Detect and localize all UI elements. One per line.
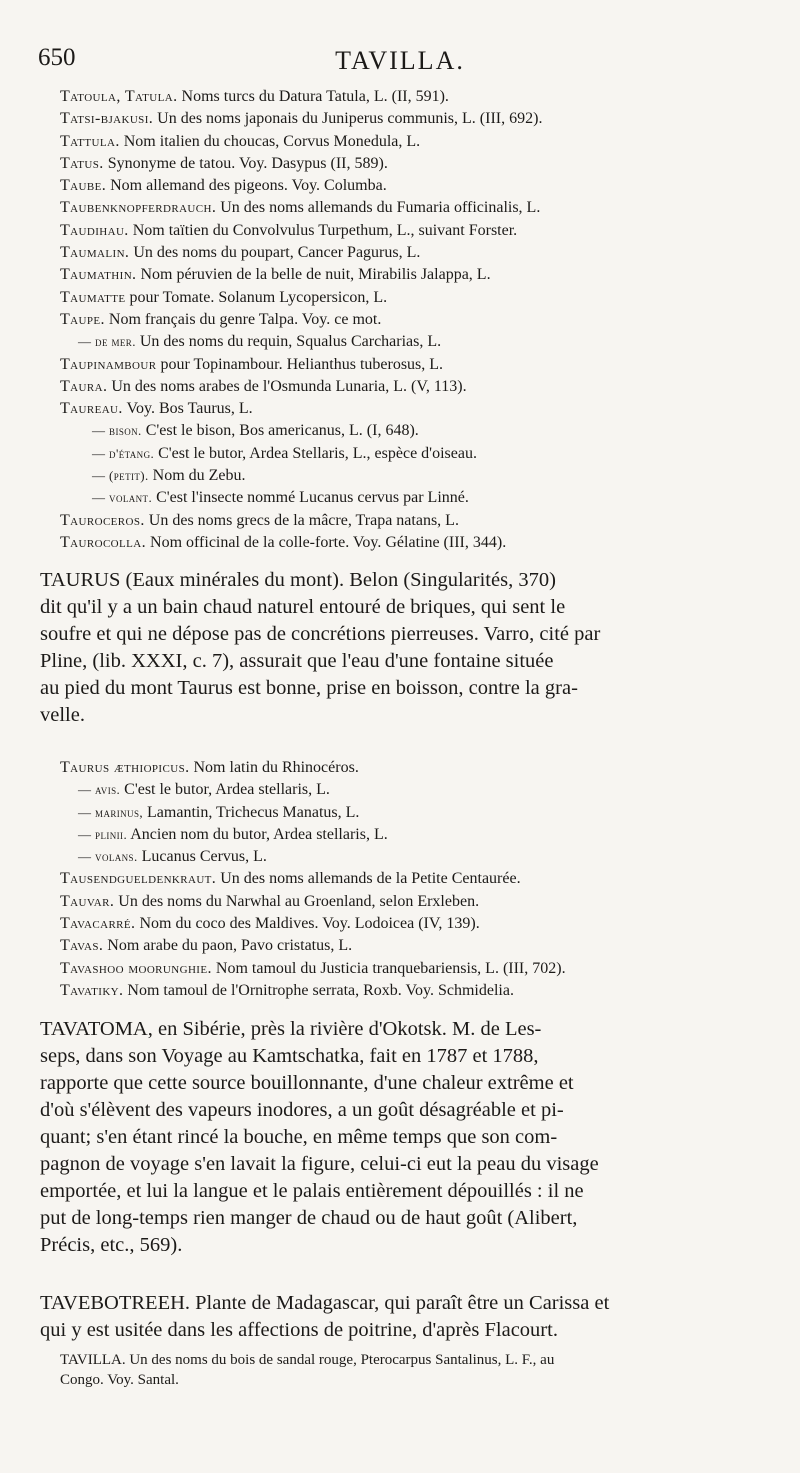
- text-line: velle.: [40, 704, 85, 726]
- entry-text: Nom péruvien de la belle de nuit, Mirabilis Jalappa, L.: [136, 266, 491, 284]
- entry-line: [60, 935, 760, 957]
- entry-line: [60, 891, 760, 913]
- entry-text: C'est le butor, Ardea Stellaris, L., espèce d'oiseau.: [154, 444, 477, 462]
- text-line: rapporte que cette source bouillonnante, d'une chaleur extrême et: [40, 1072, 574, 1094]
- entry-headword: Tauroceros.: [60, 511, 145, 529]
- entry-headword: Taubenknopferdrauch.: [60, 199, 217, 217]
- entry-text: Nom du Zebu.: [148, 467, 246, 485]
- entry-text: Voy. Bos Taurus, L.: [122, 400, 253, 418]
- entry-line: [60, 309, 760, 331]
- entry-headword: — d'étang.: [92, 445, 155, 461]
- text-line: TAVATOMA, en Sibérie, près la rivière d'Okotsk. M. de Les-: [40, 1018, 542, 1040]
- entry-taurus: [40, 567, 764, 729]
- entry-headword: Taube.: [60, 177, 107, 195]
- entry-text: Un des noms grecs de la mâcre, Trapa natans, L.: [144, 511, 459, 529]
- entry-line: [60, 980, 760, 1002]
- entry-headword: — de mer.: [78, 334, 136, 350]
- text-line: Précis, etc., 569).: [40, 1234, 183, 1256]
- text-line: Pline, (lib. XXXI, c. 7), assurait que l'eau d'une fontaine située: [40, 650, 554, 672]
- entry-text: C'est le bison, Bos americanus, L. (I, 648).: [141, 422, 419, 440]
- entry-headword: Taumalin.: [60, 244, 130, 262]
- entry-text: C'est l'insecte nommé Lucanus cervus par Linné.: [152, 489, 469, 507]
- text-line: pagnon de voyage s'en lavait la figure, celui-ci eut la peau du visage: [40, 1153, 599, 1175]
- entry-line: [60, 443, 760, 465]
- entry-text: Un des noms du requin, Squalus Carcharias, L.: [135, 333, 442, 351]
- entry-line: [60, 532, 760, 554]
- entry-text: Lamantin, Trichecus Manatus, L.: [143, 803, 360, 821]
- running-title: TAVILLA.: [335, 46, 465, 75]
- entry-text: Nom italien du choucas, Corvus Monedula, L.: [119, 132, 421, 150]
- entry-headword: Tavashoo moorunghie.: [60, 959, 212, 977]
- entry-text: Ancien nom du butor, Ardea stellaris, L.: [127, 825, 388, 843]
- entry-headword: Tattula.: [60, 132, 120, 150]
- entry-line: [60, 487, 760, 509]
- entry-line: [60, 86, 760, 108]
- entry-text: Nom arabe du paon, Pavo cristatus, L.: [103, 937, 353, 955]
- entry-line: [60, 287, 760, 309]
- entry-text: Synonyme de tatou. Voy. Dasypus (II, 589).: [103, 154, 388, 172]
- entry-line: [60, 354, 760, 376]
- entry-line: [60, 264, 760, 286]
- entry-line: [60, 913, 760, 935]
- entry-headword: Taudihau.: [60, 221, 129, 239]
- entry-line: [60, 376, 760, 398]
- entry-line: [60, 197, 760, 219]
- entry-text: Noms turcs du Datura Tatula, L. (II, 591).: [177, 88, 449, 105]
- text-line: TAURUS (Eaux minérales du mont). Belon (Singularités, 370): [40, 569, 556, 591]
- entry-headword: Tauvar.: [60, 892, 115, 910]
- page-number: 650: [38, 44, 76, 71]
- entry-line: [60, 331, 760, 353]
- entry-text: Nom français du genre Talpa. Voy. ce mot.: [104, 310, 382, 328]
- entry-text: Nom officinal de la colle-forte. Voy. Gélatine (III, 344).: [146, 533, 507, 551]
- entry-line: [60, 465, 760, 487]
- text-line: d'où s'élèvent des vapeurs inodores, a un goût désagréable et pi-: [40, 1099, 564, 1121]
- entry-headword: Tavacarré.: [60, 915, 136, 933]
- entry-headword: Tatsi-bjakusi.: [60, 110, 154, 128]
- entry-headword: Taupe.: [60, 310, 105, 328]
- entries-block-tatoula: [60, 86, 760, 554]
- entry-text: Un des noms allemands du Fumaria officinalis, L.: [216, 199, 541, 217]
- entry-text: Un des noms du Narwhal au Groenland, selon Erxleben.: [114, 892, 480, 910]
- entry-text: Un des noms du poupart, Cancer Pagurus, L.: [129, 244, 421, 262]
- entry-line: [60, 846, 760, 868]
- entry-line: [60, 108, 760, 130]
- text-line: dit qu'il y a un bain chaud naturel entouré de briques, qui sent le: [40, 596, 566, 618]
- entry-line: [60, 958, 760, 980]
- text-line: soufre et qui ne dépose pas de concrétions pierreuses. Varro, cité par: [40, 623, 601, 645]
- entry-headword: Taurocolla.: [60, 533, 147, 551]
- text-line: put de long-temps rien manger de chaud ou de haut goût (Alibert,: [40, 1207, 578, 1229]
- entry-headword: Tatoula, Tatula.: [60, 88, 178, 105]
- entry-text: Nom allemand des pigeons. Voy. Columba.: [106, 177, 387, 195]
- entry-headword: — volans.: [78, 849, 138, 865]
- entry-headword: — volant.: [92, 490, 153, 506]
- entry-tavatoma: [40, 1016, 764, 1259]
- entry-headword: Taura.: [60, 377, 108, 395]
- text-line: quant; s'en étant rincé la bouche, en même temps que son com-: [40, 1126, 558, 1148]
- entry-text: Nom tamoul du Justicia tranquebariensis, L. (III, 702).: [211, 959, 566, 977]
- entry-headword: — bison.: [92, 423, 142, 439]
- entry-text: pour Topinambour. Helianthus tuberosus, L.: [156, 355, 444, 373]
- entry-line: [60, 420, 760, 442]
- entry-line: [60, 779, 760, 801]
- entry-text: Nom tamoul de l'Ornitrophe serrata, Roxb. Voy. Schmidelia.: [123, 981, 514, 999]
- entry-line: [60, 757, 760, 779]
- text-line: Congo. Voy. Santal.: [60, 1372, 179, 1388]
- entry-tavilla: [60, 1350, 780, 1390]
- entry-text: C'est le butor, Ardea stellaris, L.: [120, 781, 330, 799]
- entry-headword: Taurus æthiopicus.: [60, 759, 190, 776]
- entry-text: Nom du coco des Maldives. Voy. Lodoicea (IV, 139).: [135, 915, 480, 933]
- entry-headword: Taupinambour: [60, 355, 157, 373]
- text-line: TAVEBOTREEH. Plante de Madagascar, qui paraît être un Carissa et: [40, 1292, 610, 1314]
- entries-block-taurus: [60, 757, 760, 1002]
- text-line: emportée, et lui la langue et le palais entièrement dépouillés : il ne: [40, 1180, 584, 1202]
- text-line: seps, dans son Voyage au Kamtschatka, fait en 1787 et 1788,: [40, 1045, 539, 1067]
- entry-headword: — (petit).: [92, 468, 149, 484]
- entry-headword: Taumathin.: [60, 266, 137, 284]
- entry-text: Nom latin du Rhinocéros.: [189, 759, 359, 776]
- entry-text: Un des noms arabes de l'Osmunda Lunaria, L. (V, 113).: [107, 377, 467, 395]
- entry-line: [60, 398, 760, 420]
- page-header: [38, 44, 762, 84]
- entry-headword: — plinii.: [78, 826, 128, 842]
- entry-headword: Tavas.: [60, 937, 104, 955]
- entry-tavebotreeh: [40, 1290, 764, 1344]
- entry-headword: Tatus.: [60, 154, 104, 172]
- entry-line: [60, 242, 760, 264]
- entry-line: [60, 131, 760, 153]
- entry-text: Un des noms allemands de la Petite Centaurée.: [216, 870, 521, 888]
- entry-text: Lucanus Cervus, L.: [137, 848, 267, 866]
- text-line: au pied du mont Taurus est bonne, prise en boisson, contre la gra-: [40, 677, 578, 699]
- entry-line: [60, 175, 760, 197]
- entry-headword: Tavatiky.: [60, 981, 124, 999]
- text-line: TAVILLA. Un des noms du bois de sandal rouge, Pterocarpus Santalinus, L. F., au: [60, 1352, 555, 1368]
- entry-line: [60, 220, 760, 242]
- entry-line: [60, 824, 760, 846]
- entry-line: [60, 510, 760, 532]
- entry-headword: Taureau.: [60, 400, 123, 418]
- entry-headword: — marinus,: [78, 804, 144, 820]
- entry-text: pour Tomate. Solanum Lycopersicon, L.: [125, 288, 388, 306]
- text-line: qui y est usitée dans les affections de poitrine, d'après Flacourt.: [40, 1319, 558, 1341]
- entry-line: [60, 153, 760, 175]
- entry-headword: Tausendgueldenkraut.: [60, 870, 217, 888]
- entry-headword: Taumatte: [60, 288, 126, 306]
- entry-text: Un des noms japonais du Juniperus communis, L. (III, 692).: [153, 110, 543, 128]
- entry-text: Nom taïtien du Convolvulus Turpethum, L., suivant Forster.: [128, 221, 518, 239]
- entry-line: [60, 802, 760, 824]
- entry-headword: — avis.: [78, 782, 121, 798]
- entry-line: [60, 868, 760, 890]
